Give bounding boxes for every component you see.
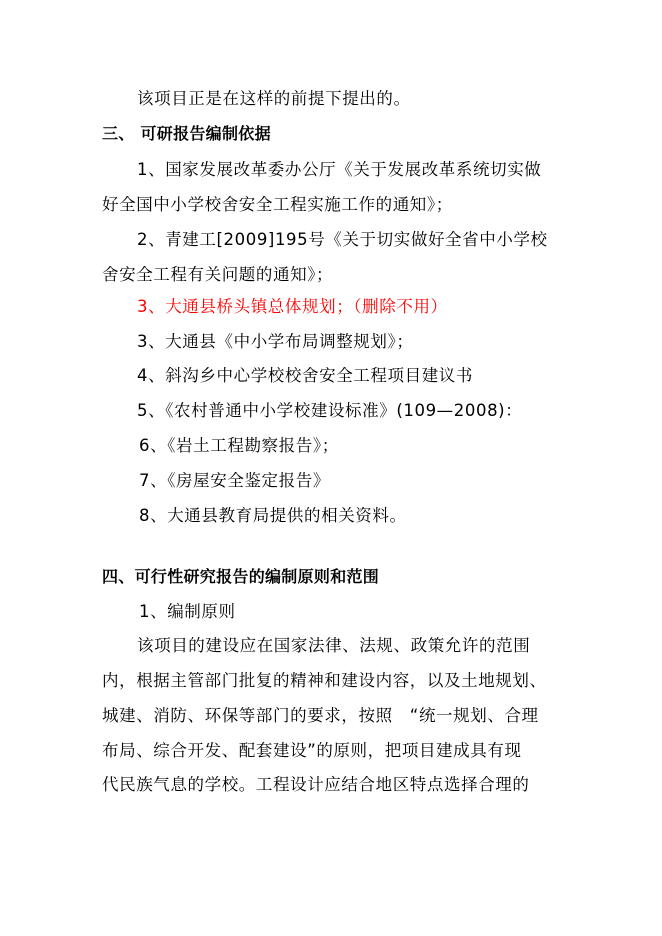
- principle-para-line-1: 该项目的建设应在国家法律、法规、政策允许的范围: [137, 636, 531, 655]
- basis-item-1-line-2: 好全国中小学校舍安全工程实施工作的通知》；: [102, 195, 453, 214]
- principle-para-line-4: 布局、综合开发、配套建设”的原则，把项目建成具有现: [102, 741, 522, 760]
- basis-item-3: 3、大通县《中小学布局调整规划》；: [137, 332, 414, 351]
- principle-subheading: 1、编制原则: [139, 602, 236, 621]
- section-3-heading: 三、 可研报告编制依据: [102, 124, 271, 143]
- basis-item-6: 6、《岩土工程勘察报告》；: [139, 436, 339, 455]
- basis-item-8: 8、大通县教育局提供的相关资料。: [139, 506, 407, 525]
- basis-item-5: 5、《农村普通中小学校建设标准》(109—2008)：: [137, 401, 523, 420]
- basis-item-3-deleted: 3、大通县桥头镇总体规划；（删除不用）: [137, 297, 448, 316]
- principle-para-line-5: 代民族气息的学校。工程设计应结合地区特点选择合理的: [102, 775, 530, 794]
- principle-para-line-2: 内，根据主管部门批复的精神和建设内容，以及土地规划、: [102, 671, 547, 690]
- basis-item-2-line-2: 舍安全工程有关问题的通知》；: [102, 265, 334, 284]
- basis-item-1-line-1: 1、国家发展改革委办公厅《关于发展改革系统切实做: [137, 160, 542, 179]
- intro-line: 该项目正是在这样的前提下提出的。: [137, 89, 411, 108]
- basis-item-4: 4、斜沟乡中心学校校舍安全工程项目建议书: [137, 366, 473, 385]
- section-4-heading: 四、可行性研究报告的编制原则和范围: [102, 567, 380, 586]
- principle-para-line-3: 城建、消防、环保等部门的要求，按照 “统一规划、合理: [102, 706, 539, 725]
- basis-item-7: 7、《房屋安全鉴定报告》: [139, 471, 330, 490]
- basis-item-2-line-1: 2、青建工[2009]195号《关于切实做好全省中小学校: [137, 230, 548, 249]
